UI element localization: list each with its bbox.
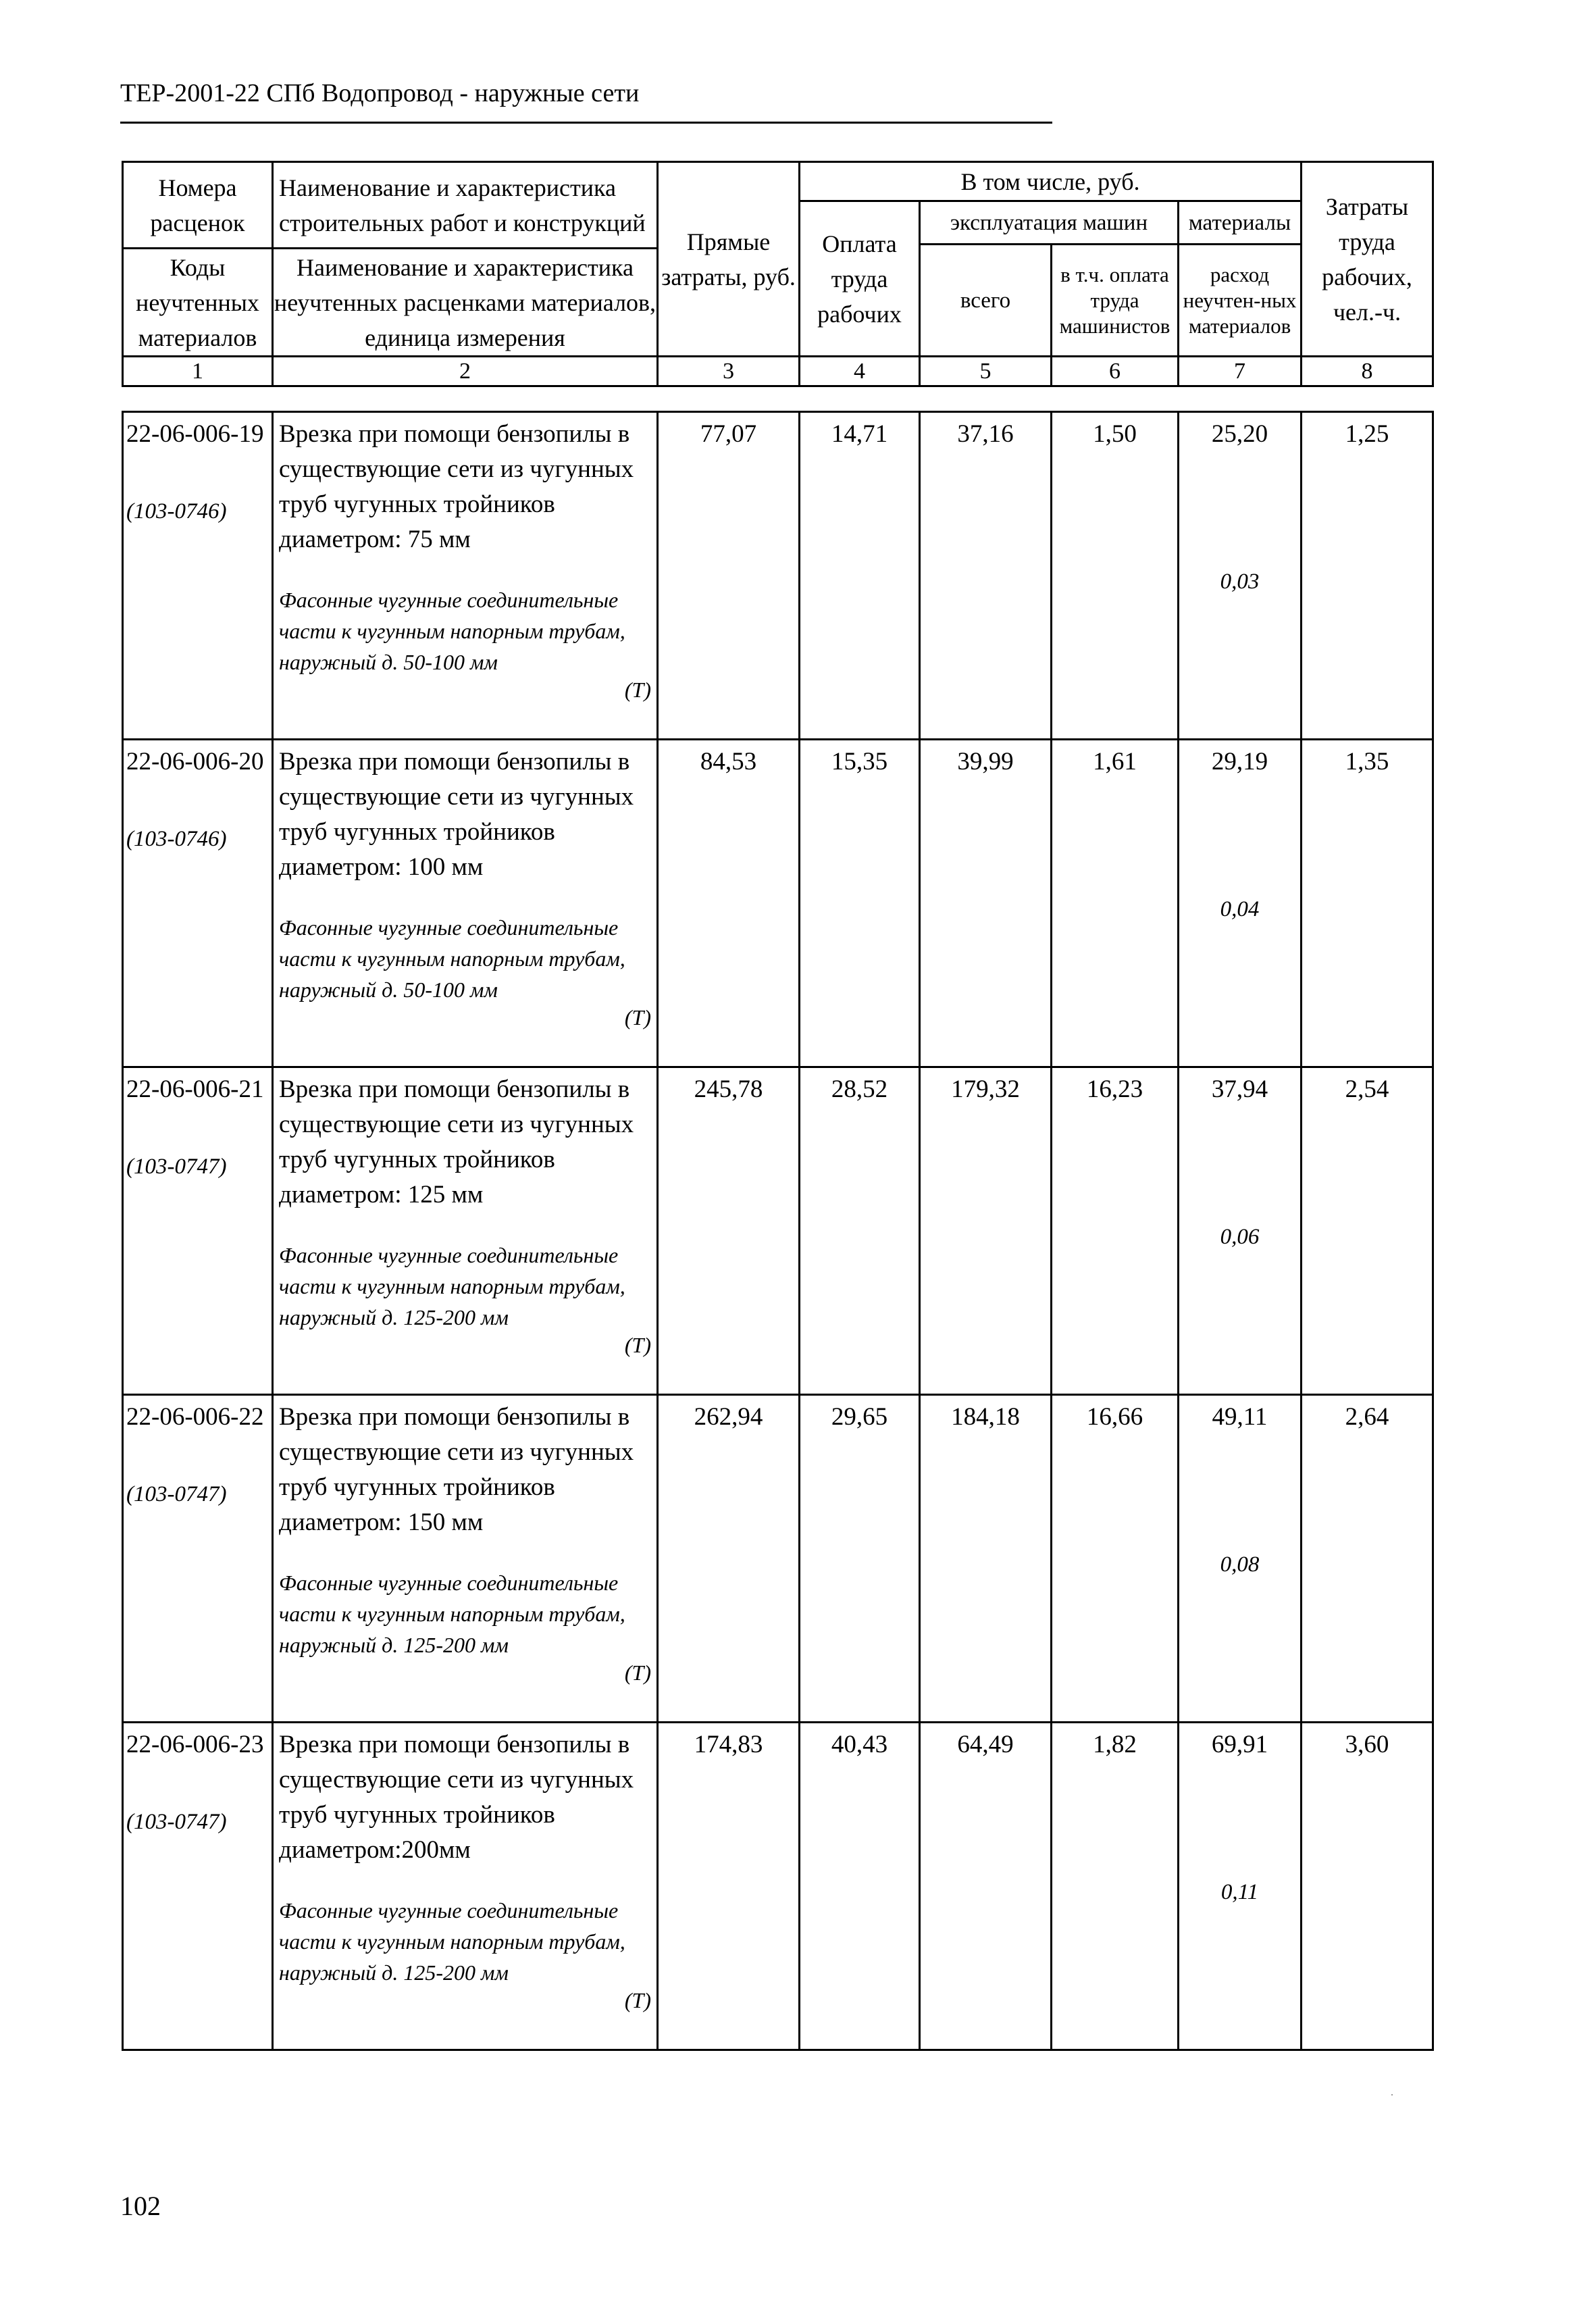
machinists-wages: 16,23 <box>1052 1067 1179 1395</box>
materials-cost: 37,94 <box>1211 1075 1268 1103</box>
material-description: Фасонные чугунные соединительные части к чугунным напорным трубам, наружный д. 50-100 мм <box>279 588 625 674</box>
material-quantity: 0,03 <box>1220 569 1260 594</box>
labor-hours: 2,64 <box>1302 1395 1433 1723</box>
header-number-5: 5 <box>920 357 1052 386</box>
header-col2-top: Наименование и характеристика строительных работ и конструкций <box>279 174 646 236</box>
header-col2-bottom: Наименование и характеристика неучтенных расценками материалов, единица измерения <box>274 247 657 355</box>
work-description: Врезка при помощи бензопилы в существующие сети из чугунных труб чугунных тройников диаметром:200мм <box>279 1731 634 1864</box>
rate-code-cell <box>123 1067 273 1395</box>
rate-code: 22-06-006-23 <box>126 1731 264 1758</box>
material-quantity: 0,04 <box>1220 897 1260 921</box>
work-description: Врезка при помощи бензопилы в существующие сети из чугунных труб чугунных тройников диаметром: 150 мм <box>279 1403 634 1536</box>
labor-hours: 1,25 <box>1302 412 1433 740</box>
machines-total: 37,16 <box>920 412 1052 740</box>
table-row <box>123 412 1433 740</box>
description-cell <box>273 1395 658 1723</box>
header-materials: материалы <box>1179 201 1302 245</box>
table-row <box>123 1723 1433 2050</box>
description-cell <box>273 1723 658 2050</box>
header-col7: расход неучтен-ных материалов <box>1179 245 1302 357</box>
description-cell <box>273 1067 658 1395</box>
material-unit: (Т) <box>624 1333 651 1357</box>
materials-cell <box>1179 740 1302 1067</box>
header-number-7: 7 <box>1179 357 1302 386</box>
header-col5: всего <box>920 245 1052 357</box>
materials-cost: 25,20 <box>1211 420 1268 448</box>
labor-hours: 3,60 <box>1302 1723 1433 2050</box>
material-quantity: 0,08 <box>1220 1552 1260 1577</box>
material-description: Фасонные чугунные соединительные части к чугунным напорным трубам, наружный д. 125-200 мм <box>279 1571 625 1657</box>
material-description: Фасонные чугунные соединительные части к чугунным напорным трубам, наружный д. 125-200 мм <box>279 1243 625 1329</box>
labor-wages: 15,35 <box>800 740 920 1067</box>
header-machines: эксплуатация машин <box>920 201 1179 245</box>
materials-cost: 29,19 <box>1211 748 1268 776</box>
labor-wages: 14,71 <box>800 412 920 740</box>
material-quantity: 0,06 <box>1220 1225 1260 1249</box>
material-description: Фасонные чугунные соединительные части к чугунным напорным трубам, наружный д. 125-200 мм <box>279 1898 625 1985</box>
table-row <box>123 1395 1433 1723</box>
material-code: (103-0746) <box>126 499 227 524</box>
header-col6: в т.ч. оплата труда машинистов <box>1052 245 1179 357</box>
labor-wages: 29,65 <box>800 1395 920 1723</box>
materials-cell <box>1179 1067 1302 1395</box>
description-cell <box>273 412 658 740</box>
materials-cost: 49,11 <box>1212 1403 1268 1431</box>
header-col1-bottom: Коды неучтенных материалов <box>124 247 272 355</box>
header-col4: Оплата труда рабочих <box>800 201 920 357</box>
header-number-3: 3 <box>658 357 800 386</box>
machines-total: 39,99 <box>920 740 1052 1067</box>
material-code: (103-0746) <box>126 827 227 851</box>
description-cell <box>273 740 658 1067</box>
materials-cell <box>1179 1723 1302 2050</box>
labor-wages: 40,43 <box>800 1723 920 2050</box>
rate-code-cell <box>123 740 273 1067</box>
machinists-wages: 16,66 <box>1052 1395 1179 1723</box>
header-col1 <box>123 162 273 357</box>
header-number-4: 4 <box>800 357 920 386</box>
material-unit: (Т) <box>624 1660 651 1685</box>
material-unit: (Т) <box>624 678 651 702</box>
header-col3: Прямые затраты, руб. <box>658 162 800 357</box>
rate-code: 22-06-006-19 <box>126 420 264 448</box>
work-description: Врезка при помощи бензопилы в существующие сети из чугунных труб чугунных тройников диаметром: 75 мм <box>279 420 634 553</box>
table-body <box>122 411 1434 2051</box>
machinists-wages: 1,61 <box>1052 740 1179 1067</box>
material-unit: (Т) <box>624 1005 651 1030</box>
rate-code-cell <box>123 1723 273 2050</box>
material-code: (103-0747) <box>126 1154 227 1179</box>
labor-hours: 1,35 <box>1302 740 1433 1067</box>
header-number-8: 8 <box>1302 357 1433 386</box>
material-unit: (Т) <box>624 1988 651 2012</box>
header-number-2: 2 <box>273 357 658 386</box>
materials-cell <box>1179 412 1302 740</box>
header-number-1: 1 <box>123 357 273 386</box>
machines-total: 179,32 <box>920 1067 1052 1395</box>
header-col1-top: Номера расценок <box>150 174 245 236</box>
rate-code: 22-06-006-20 <box>126 748 264 776</box>
rate-code: 22-06-006-21 <box>126 1075 264 1103</box>
table-row <box>123 740 1433 1067</box>
work-description: Врезка при помощи бензопилы в существующие сети из чугунных труб чугунных тройников диаметром: 125 мм <box>279 1075 634 1209</box>
header-number-6: 6 <box>1052 357 1179 386</box>
materials-cost: 69,91 <box>1211 1731 1268 1758</box>
material-description: Фасонные чугунные соединительные части к чугунным напорным трубам, наружный д. 50-100 мм <box>279 915 625 1002</box>
page-number: 102 <box>120 2191 161 2221</box>
running-title: ТЕР-2001-22 СПб Водопровод - наружные сети <box>120 79 640 107</box>
table-row <box>123 1067 1433 1395</box>
material-code: (103-0747) <box>126 1482 227 1506</box>
rate-code: 22-06-006-22 <box>126 1403 264 1431</box>
material-quantity: 0,11 <box>1220 1880 1259 1904</box>
machinists-wages: 1,50 <box>1052 412 1179 740</box>
scan-speck <box>1391 2094 1393 2095</box>
machinists-wages: 1,82 <box>1052 1723 1179 2050</box>
table-header <box>122 161 1434 387</box>
labor-wages: 28,52 <box>800 1067 920 1395</box>
material-code: (103-0747) <box>126 1810 227 1834</box>
direct-costs: 174,83 <box>658 1723 800 2050</box>
rate-code-cell <box>123 412 273 740</box>
machines-total: 64,49 <box>920 1723 1052 2050</box>
direct-costs: 77,07 <box>658 412 800 740</box>
direct-costs: 84,53 <box>658 740 800 1067</box>
title-rule <box>120 122 1052 124</box>
header-group: В том числе, руб. <box>800 162 1302 201</box>
header-col2 <box>273 162 658 357</box>
rate-code-cell <box>123 1395 273 1723</box>
work-description: Врезка при помощи бензопилы в существующие сети из чугунных труб чугунных тройников диаметром: 100 мм <box>279 748 634 881</box>
labor-hours: 2,54 <box>1302 1067 1433 1395</box>
direct-costs: 262,94 <box>658 1395 800 1723</box>
header-col8: Затраты труда рабочих, чел.-ч. <box>1302 162 1433 357</box>
machines-total: 184,18 <box>920 1395 1052 1723</box>
direct-costs: 245,78 <box>658 1067 800 1395</box>
materials-cell <box>1179 1395 1302 1723</box>
